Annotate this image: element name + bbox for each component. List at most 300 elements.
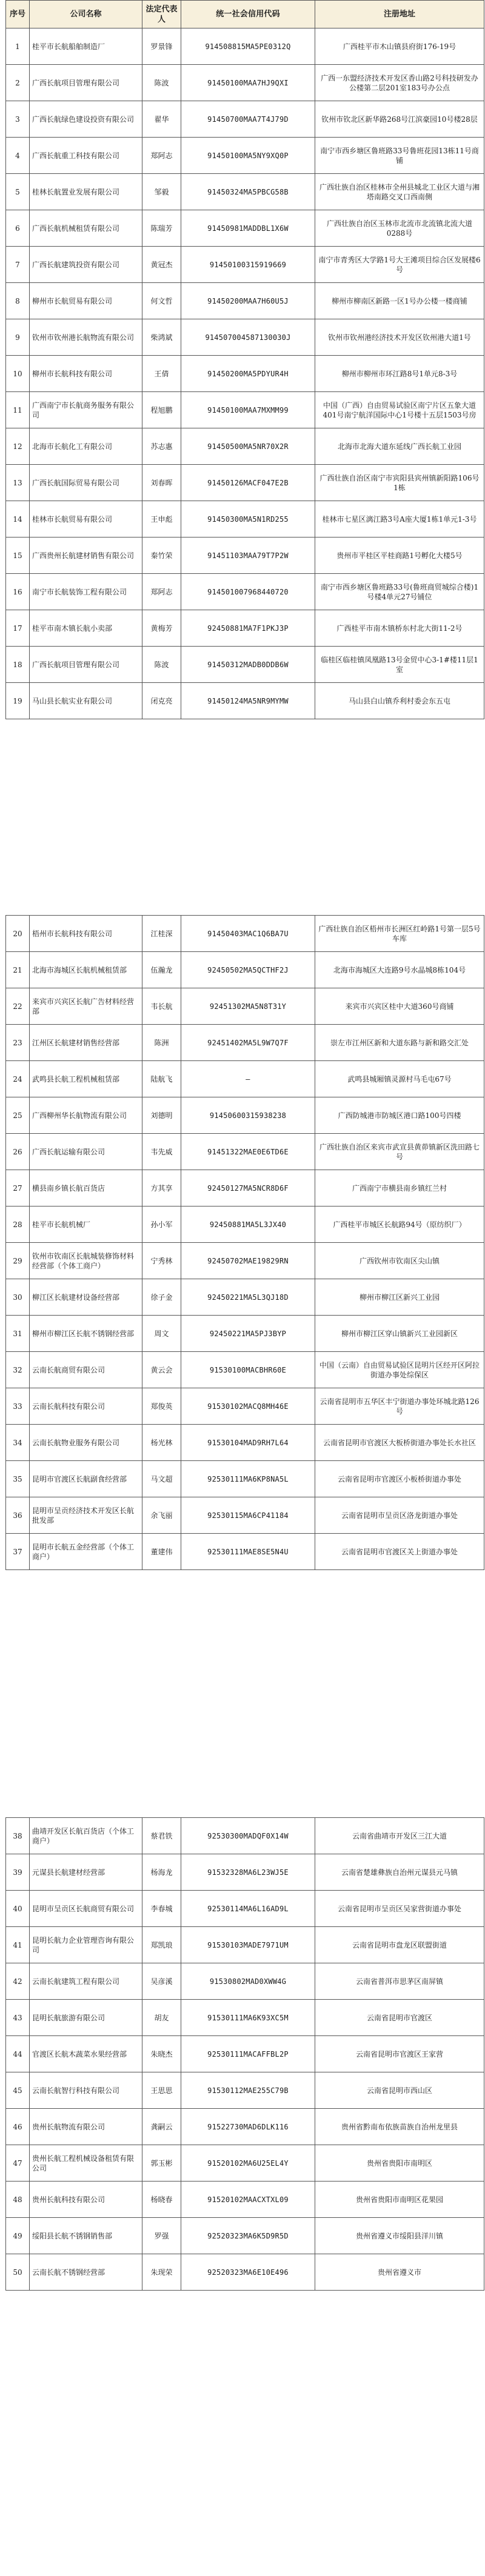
- cell-addr: 柳州市柳州市环江路8号1单元8-3号: [315, 356, 484, 392]
- header-addr: 注册地址: [315, 1, 484, 28]
- cell-addr: 中国（广西）自由贸易试验区南宁片区五象大道401号南宁航洋国际中心1号楼十五层1503号房: [315, 392, 484, 428]
- cell-rep: 伍瀚龙: [142, 952, 181, 988]
- cell-name: 绥阳县长航不锈钢销售部: [30, 2218, 142, 2254]
- cell-name: 广西柳州华长航物流有限公司: [30, 1097, 142, 1134]
- cell-addr: 崇左市江州区新和大道东路与新和路交汇处: [315, 1025, 484, 1061]
- cell-no: 21: [6, 952, 30, 988]
- table-row: [6, 2182, 484, 2218]
- table-row: [6, 138, 484, 174]
- cell-no: 40: [6, 1891, 30, 1927]
- cell-rep: 郑阿志: [142, 138, 181, 174]
- cell-rep: 杨海龙: [142, 1854, 181, 1891]
- cell-no: 12: [6, 428, 30, 465]
- cell-rep: 黄云会: [142, 1352, 181, 1388]
- cell-name: 柳州市长航科技有限公司: [30, 356, 142, 392]
- cell-rep: 刘春晖: [142, 465, 181, 501]
- cell-rep: 刘德明: [142, 1097, 181, 1134]
- cell-addr: 钦州市钦州港经济技术开发区钦州港大道1号: [315, 319, 484, 356]
- cell-name: 武鸣县长航工程机械租赁部: [30, 1061, 142, 1097]
- cell-no: 33: [6, 1388, 30, 1425]
- cell-code: 91450100315919669: [181, 247, 315, 283]
- cell-rep: 罗强: [142, 2218, 181, 2254]
- cell-addr: 云南省昆明市呈贡区洛龙街道办事处: [315, 1497, 484, 1534]
- cell-name: 横县南乡镇长航百货店: [30, 1170, 142, 1206]
- cell-name: 昆明市官渡区长航副食经营部: [30, 1461, 142, 1497]
- cell-no: 10: [6, 356, 30, 392]
- cell-code: 92450702MAE19829RN: [181, 1243, 315, 1279]
- table-row: [6, 101, 484, 138]
- cell-code: 91450300MA5N1RD255: [181, 501, 315, 537]
- cell-no: 35: [6, 1461, 30, 1497]
- cell-code: 914508815MA5PE0312Q: [181, 28, 315, 65]
- table-row: [6, 65, 484, 101]
- cell-name: 昆明长航旅游有限公司: [30, 2000, 142, 2036]
- cell-name: 广西长航重工科技有限公司: [30, 138, 142, 174]
- company-table-part-2: [5, 915, 484, 1570]
- cell-rep: 龚嗣云: [142, 2109, 181, 2145]
- cell-code: 914501007968440720: [181, 574, 315, 610]
- cell-addr: 云南省普洱市思茅区南屏镇: [315, 1963, 484, 2000]
- cell-code: 92530115MA6CP41184: [181, 1497, 315, 1534]
- cell-code: 91450324MA5PBCG58B: [181, 174, 315, 210]
- cell-name: 云南长航不锈钢经营部: [30, 2254, 142, 2291]
- cell-name: 钦州市钦南区长航城装修饰材料经营部（个体工商户）: [30, 1243, 142, 1279]
- cell-name: 柳州市长航贸易有限公司: [30, 283, 142, 319]
- cell-code: 92520323MA6E10E496: [181, 2254, 315, 2291]
- cell-addr: 广西壮族自治区桂林市全州县城北工业区大道与湘塔南路交叉口西南侧: [315, 174, 484, 210]
- cell-no: 16: [6, 574, 30, 610]
- table-row: [6, 2036, 484, 2072]
- cell-addr: 广西钦州市钦南区尖山镇: [315, 1243, 484, 1279]
- cell-code: 92451402MA5L9W7Q7F: [181, 1025, 315, 1061]
- cell-rep: 朱晓杰: [142, 2036, 181, 2072]
- cell-code: 91520102MA6U25EL4Y: [181, 2145, 315, 2182]
- table-row: [6, 647, 484, 683]
- cell-rep: 李春城: [142, 1891, 181, 1927]
- cell-addr: 贵州省遵义市绥阳县洋川镇: [315, 2218, 484, 2254]
- cell-code: 91530103MADE7971UM: [181, 1927, 315, 1963]
- cell-addr: 贵州省贵阳市南明区: [315, 2145, 484, 2182]
- table-row: [6, 247, 484, 283]
- cell-no: 18: [6, 647, 30, 683]
- cell-name: 北海市长航化工有限公司: [30, 428, 142, 465]
- cell-code: 92520323MA6K5D9R5D: [181, 2218, 315, 2254]
- cell-code: 91450126MACF047E2B: [181, 465, 315, 501]
- cell-name: 昆明长航力企业管理咨询有限公司: [30, 1927, 142, 1963]
- cell-addr: 桂林市七星区漓江路3号A座大厦1栋1单元1-3号: [315, 501, 484, 537]
- cell-rep: 王思思: [142, 2072, 181, 2109]
- cell-no: 28: [6, 1206, 30, 1243]
- cell-no: 3: [6, 101, 30, 138]
- cell-addr: 云南省昆明市官渡区王家营: [315, 2036, 484, 2072]
- cell-no: 31: [6, 1316, 30, 1352]
- table-row: [6, 1097, 484, 1134]
- cell-code: 92530300MADQF0X14W: [181, 1818, 315, 1854]
- header-rep: 法定代表人: [142, 1, 181, 28]
- table-row: [6, 1206, 484, 1243]
- cell-name: 昆明市呈贡经济技术开发区长航批发部: [30, 1497, 142, 1534]
- cell-name: 广西贵州长航建材销售有限公司: [30, 537, 142, 574]
- table-row: [6, 537, 484, 574]
- cell-code: 91450100MA5NY9XQ0P: [181, 138, 315, 174]
- cell-no: 44: [6, 2036, 30, 2072]
- table-row: [6, 2109, 484, 2145]
- cell-addr: 广西防城港市防城区港口路100号四楼: [315, 1097, 484, 1134]
- cell-no: 5: [6, 174, 30, 210]
- cell-code: 91530802MAD0XWW4G: [181, 1963, 315, 2000]
- cell-code: 91450100MAA7MXMM99: [181, 392, 315, 428]
- table-row: [6, 1963, 484, 2000]
- cell-no: 34: [6, 1425, 30, 1461]
- cell-addr: 南宁市青秀区大学路1号大王滩项目综合区发展楼6号: [315, 247, 484, 283]
- cell-name: 元谋县长航建材经营部: [30, 1854, 142, 1891]
- cell-addr: 云南省昆明市官渡区大板桥街道办事处长水社区: [315, 1425, 484, 1461]
- table-row: [6, 2000, 484, 2036]
- cell-no: 45: [6, 2072, 30, 2109]
- cell-code: 91451322MAE0E6TD6E: [181, 1134, 315, 1170]
- cell-code: 91450200MAA7H60U5J: [181, 283, 315, 319]
- cell-no: 22: [6, 988, 30, 1025]
- cell-name: 桂林市长航贸易有限公司: [30, 501, 142, 537]
- table-row: [6, 28, 484, 65]
- cell-addr: 广西桂平市南木镇桥东村北大街11-2号: [315, 610, 484, 647]
- cell-rep: 邹毅: [142, 174, 181, 210]
- cell-rep: 陈波: [142, 65, 181, 101]
- cell-rep: 翟华: [142, 101, 181, 138]
- cell-name: 广西长航项目管理有限公司: [30, 65, 142, 101]
- cell-addr: 中国（云南）自由贸易试验区昆明片区经开区阿拉街道办事处综保区: [315, 1352, 484, 1388]
- cell-no: 50: [6, 2254, 30, 2291]
- cell-code: 91450403MAC1Q6BA7U: [181, 916, 315, 952]
- cell-no: 24: [6, 1061, 30, 1097]
- cell-rep: 王倩: [142, 356, 181, 392]
- cell-addr: 柳州市柳江区穿山镇新兴工业园新区: [315, 1316, 484, 1352]
- cell-no: 36: [6, 1497, 30, 1534]
- cell-no: 29: [6, 1243, 30, 1279]
- cell-no: 2: [6, 65, 30, 101]
- cell-code: 91450500MA5NR70X2R: [181, 428, 315, 465]
- cell-rep: 董建伟: [142, 1534, 181, 1570]
- cell-rep: 蔡君铁: [142, 1818, 181, 1854]
- cell-name: 广西南宁市长航商务服务有限公司: [30, 392, 142, 428]
- cell-rep: 郭玉彬: [142, 2145, 181, 2182]
- cell-no: 49: [6, 2218, 30, 2254]
- cell-no: 20: [6, 916, 30, 952]
- cell-code: 91451103MAA79T7P2W: [181, 537, 315, 574]
- cell-no: 42: [6, 1963, 30, 2000]
- cell-rep: 杨晓春: [142, 2182, 181, 2218]
- cell-addr: 广西壮族自治区南宁市宾阳县宾州镇新阳路106号1栋: [315, 465, 484, 501]
- cell-addr: 南宁市西乡塘区鲁班路33号(鲁班商贸城综合楼)1号楼4单元27号铺位: [315, 574, 484, 610]
- table-row: [6, 319, 484, 356]
- table-row: [6, 1134, 484, 1170]
- table-row: [6, 1170, 484, 1206]
- cell-rep: 陈瑞芳: [142, 210, 181, 247]
- table-row: [6, 283, 484, 319]
- cell-code: 91530100MACBHR60E: [181, 1352, 315, 1388]
- cell-rep: 何文哲: [142, 283, 181, 319]
- cell-rep: 柴鸿斌: [142, 319, 181, 356]
- cell-addr: 云南省昆明市官渡区关上街道办事处: [315, 1534, 484, 1570]
- cell-rep: 余飞丽: [142, 1497, 181, 1534]
- cell-rep: 孙小军: [142, 1206, 181, 1243]
- cell-rep: 马文超: [142, 1461, 181, 1497]
- table-row: [6, 1316, 484, 1352]
- cell-code: 92530114MA6L16AD9L: [181, 1891, 315, 1927]
- cell-no: 38: [6, 1818, 30, 1854]
- cell-rep: 周文: [142, 1316, 181, 1352]
- cell-code: 92451302MA5N8T31Y: [181, 988, 315, 1025]
- cell-addr: 云南省曲靖市开发区三江大道: [315, 1818, 484, 1854]
- cell-code: 91450700MAA7T4J79D: [181, 101, 315, 138]
- cell-addr: 广西壮族自治区来宾市武宣县黄茆镇新区洗田路七号: [315, 1134, 484, 1170]
- table-row: [6, 2254, 484, 2291]
- cell-name: 广西长航建筑投资有限公司: [30, 247, 142, 283]
- cell-no: 14: [6, 501, 30, 537]
- cell-no: 27: [6, 1170, 30, 1206]
- cell-code: 91450124MA5NR9MYMW: [181, 683, 315, 719]
- cell-no: 47: [6, 2145, 30, 2182]
- cell-addr: 云南省昆明市呈贡区吴家营街道办事处: [315, 1891, 484, 1927]
- cell-code: 914507004587130030J: [181, 319, 315, 356]
- cell-addr: 广西壮族自治区梧州市长洲区红岭路1号第一层5号车库: [315, 916, 484, 952]
- cell-code: 91530104MAD9RH7L64: [181, 1425, 315, 1461]
- cell-addr: 临桂区临桂镇凤凰路13号金贸中心3-1#楼11层1室: [315, 647, 484, 683]
- cell-addr: 广西一东盟经济技术开发区香山路2号科技研发办公楼第二层201室183号办公点: [315, 65, 484, 101]
- cell-addr: 广西壮族自治区玉林市北流市北流镇北流大道0288号: [315, 210, 484, 247]
- cell-addr: 柳州市柳江区新兴工业园: [315, 1279, 484, 1316]
- cell-name: 贵州长航科技有限公司: [30, 2182, 142, 2218]
- cell-code: 91530111MA6K93XC5M: [181, 2000, 315, 2036]
- cell-code: 91450312MADB0DDB6W: [181, 647, 315, 683]
- cell-rep: 江桂深: [142, 916, 181, 952]
- table-row: [6, 988, 484, 1025]
- cell-code: 91530112MAE255C79B: [181, 2072, 315, 2109]
- cell-name: 昆明市呈贡区长航商贸有限公司: [30, 1891, 142, 1927]
- cell-code: —: [181, 1061, 315, 1097]
- cell-addr: 广西南宁市横县南乡镇红兰村: [315, 1170, 484, 1206]
- cell-no: 25: [6, 1097, 30, 1134]
- cell-rep: 陈洲: [142, 1025, 181, 1061]
- table-row: [6, 952, 484, 988]
- cell-no: 23: [6, 1025, 30, 1061]
- cell-rep: 陆航飞: [142, 1061, 181, 1097]
- cell-name: 桂平市长航船舶制造厂: [30, 28, 142, 65]
- cell-rep: 韦先威: [142, 1134, 181, 1170]
- cell-no: 7: [6, 247, 30, 283]
- table-row: [6, 501, 484, 537]
- table-row: [6, 392, 484, 428]
- cell-name: 柳州市柳江区长航不锈钢经营部: [30, 1316, 142, 1352]
- table-row: [6, 1461, 484, 1497]
- cell-no: 32: [6, 1352, 30, 1388]
- cell-name: 云南长航建筑工程有限公司: [30, 1963, 142, 2000]
- cell-no: 15: [6, 537, 30, 574]
- table-row: [6, 1891, 484, 1927]
- cell-rep: 郑凯琅: [142, 1927, 181, 1963]
- table-row: [6, 1854, 484, 1891]
- cell-addr: 云南省楚雄彝族自治州元谋县元马镇: [315, 1854, 484, 1891]
- cell-no: 46: [6, 2109, 30, 2145]
- cell-name: 柳江区长航建材设备经营部: [30, 1279, 142, 1316]
- cell-name: 桂林长航置业发展有限公司: [30, 174, 142, 210]
- cell-no: 9: [6, 319, 30, 356]
- table-header-row: [6, 1, 484, 28]
- cell-rep: 徐子金: [142, 1279, 181, 1316]
- table-row: [6, 210, 484, 247]
- cell-addr: 北海市海城区大连路9号水晶城8栋104号: [315, 952, 484, 988]
- cell-no: 1: [6, 28, 30, 65]
- cell-code: 91450600315938238: [181, 1097, 315, 1134]
- cell-no: 48: [6, 2182, 30, 2218]
- cell-rep: 郑俊英: [142, 1388, 181, 1425]
- cell-code: 91450100MAA7HJ9QXI: [181, 65, 315, 101]
- cell-name: 广西长航绿色建设投资有限公司: [30, 101, 142, 138]
- cell-no: 43: [6, 2000, 30, 2036]
- cell-name: 云南长航物业服务有限公司: [30, 1425, 142, 1461]
- header-code: 统一社会信用代码: [181, 1, 315, 28]
- cell-rep: 苏志惠: [142, 428, 181, 465]
- cell-addr: 云南省昆明市官渡区小板桥街道办事处: [315, 1461, 484, 1497]
- cell-no: 37: [6, 1534, 30, 1570]
- cell-rep: 秦竹荣: [142, 537, 181, 574]
- cell-rep: 韦长航: [142, 988, 181, 1025]
- cell-name: 梧州市长航科技有限公司: [30, 916, 142, 952]
- cell-no: 39: [6, 1854, 30, 1891]
- cell-name: 官渡区长航木蔬菜水果经营部: [30, 2036, 142, 2072]
- table-row: [6, 1534, 484, 1570]
- cell-name: 桂平市长航机械厂: [30, 1206, 142, 1243]
- table-row: [6, 1497, 484, 1534]
- cell-name: 南宁市长航装饰工程有限公司: [30, 574, 142, 610]
- cell-rep: 黄冠杰: [142, 247, 181, 283]
- cell-name: 昆明市长航五金经营部（个体工商户）: [30, 1534, 142, 1570]
- cell-name: 钦州市钦州港长航物流有限公司: [30, 319, 142, 356]
- cell-rep: 程旭鹏: [142, 392, 181, 428]
- cell-rep: 黄梅芳: [142, 610, 181, 647]
- cell-code: 91530102MACQ8MH46E: [181, 1388, 315, 1425]
- cell-name: 江州区长航建材销售经营部: [30, 1025, 142, 1061]
- cell-code: 92450127MA5NCR8D6F: [181, 1170, 315, 1206]
- cell-name: 曲靖开发区长航百货店（个体工商户）: [30, 1818, 142, 1854]
- cell-name: 云南长航智行科技有限公司: [30, 2072, 142, 2109]
- cell-rep: 陈波: [142, 647, 181, 683]
- cell-addr: 贵州省贵阳市南明区花果园: [315, 2182, 484, 2218]
- cell-code: 92530111MAE8SE5N4U: [181, 1534, 315, 1570]
- company-table-part-3: [5, 1817, 484, 2291]
- cell-name: 广西长航机械租赁有限公司: [30, 210, 142, 247]
- cell-rep: 宁秀林: [142, 1243, 181, 1279]
- cell-addr: 来宾市兴宾区桂中大道360号商铺: [315, 988, 484, 1025]
- cell-addr: 广西桂平市木山镇县府街176-19号: [315, 28, 484, 65]
- header-name: 公司名称: [30, 1, 142, 28]
- cell-name: 北海市海城区长航机械租赁部: [30, 952, 142, 988]
- table-row: [6, 683, 484, 719]
- cell-code: 91450200MA5PDYUR4H: [181, 356, 315, 392]
- cell-addr: 贵州市平桂区平桂商路1号孵化大楼5号: [315, 537, 484, 574]
- cell-no: 11: [6, 392, 30, 428]
- cell-code: 91520102MAACXTXL09: [181, 2182, 315, 2218]
- cell-name: 贵州长航工程机械设备租赁有限公司: [30, 2145, 142, 2182]
- cell-code: 91450981MADDBL1X6W: [181, 210, 315, 247]
- company-table-part-1: [5, 0, 484, 719]
- cell-no: 4: [6, 138, 30, 174]
- table-row: [6, 174, 484, 210]
- table-row: [6, 1927, 484, 1963]
- cell-no: 19: [6, 683, 30, 719]
- cell-rep: 郑阿志: [142, 574, 181, 610]
- header-no: 序号: [6, 1, 30, 28]
- cell-name: 云南长航科技有限公司: [30, 1388, 142, 1425]
- table-row: [6, 465, 484, 501]
- cell-code: 92450502MA5QCTHF2J: [181, 952, 315, 988]
- table-row: [6, 1818, 484, 1854]
- table-row: [6, 1025, 484, 1061]
- cell-name: 来宾市兴宾区长航广告材料经营部: [30, 988, 142, 1025]
- cell-code: 92450881MA7F1PKJ3P: [181, 610, 315, 647]
- cell-addr: 云南省昆明市盘龙区联盟街道: [315, 1927, 484, 1963]
- cell-addr: 云南省昆明市官渡区: [315, 2000, 484, 2036]
- cell-code: 92450881MA5L3JX40: [181, 1206, 315, 1243]
- cell-rep: 吴彦溪: [142, 1963, 181, 2000]
- cell-rep: 罗景锋: [142, 28, 181, 65]
- table-row: [6, 1279, 484, 1316]
- cell-addr: 云南省昆明市五华区丰宁街道办事处环城北路126号: [315, 1388, 484, 1425]
- cell-addr: 贵州省黔南布依族苗族自治州龙里县: [315, 2109, 484, 2145]
- cell-addr: 贵州省遵义市: [315, 2254, 484, 2291]
- cell-addr: 南宁市西乡塘区鲁班路33号鲁班花园13栋11号商铺: [315, 138, 484, 174]
- table-row: [6, 1243, 484, 1279]
- cell-code: 91522730MAD6DLK116: [181, 2109, 315, 2145]
- cell-addr: 武鸣县城厢镇灵源村马毛屯67号: [315, 1061, 484, 1097]
- cell-addr: 钦州市钦北区新华路268号江滨豪园10号楼28层: [315, 101, 484, 138]
- cell-no: 41: [6, 1927, 30, 1963]
- cell-name: 广西长航国际贸易有限公司: [30, 465, 142, 501]
- table-row: [6, 2218, 484, 2254]
- cell-rep: 方其享: [142, 1170, 181, 1206]
- cell-name: 广西长航项目管理有限公司: [30, 647, 142, 683]
- cell-name: 马山县长航实业有限公司: [30, 683, 142, 719]
- table-row: [6, 1425, 484, 1461]
- cell-no: 17: [6, 610, 30, 647]
- table-row: [6, 610, 484, 647]
- cell-addr: 北海市北海大道东延线广西长航工业园: [315, 428, 484, 465]
- cell-code: 92450221MA5PJ3BYP: [181, 1316, 315, 1352]
- table-row: [6, 356, 484, 392]
- cell-code: 92450221MA5L3QJ18D: [181, 1279, 315, 1316]
- cell-name: 云南长航商贸有限公司: [30, 1352, 142, 1388]
- cell-rep: 王申彪: [142, 501, 181, 537]
- cell-addr: 云南省昆明市西山区: [315, 2072, 484, 2109]
- table-row: [6, 574, 484, 610]
- table-row: [6, 428, 484, 465]
- cell-addr: 马山县白山镇乔利村委会东五屯: [315, 683, 484, 719]
- cell-code: 91532328MA6L23WJ5E: [181, 1854, 315, 1891]
- cell-no: 8: [6, 283, 30, 319]
- cell-rep: 闭克亮: [142, 683, 181, 719]
- cell-no: 13: [6, 465, 30, 501]
- cell-addr: 柳州市柳南区新路一区1号办公楼一楼商铺: [315, 283, 484, 319]
- cell-code: 92530111MACAFFBL2P: [181, 2036, 315, 2072]
- cell-name: 贵州长航物流有限公司: [30, 2109, 142, 2145]
- cell-rep: 朱现荣: [142, 2254, 181, 2291]
- table-row: [6, 1352, 484, 1388]
- cell-no: 6: [6, 210, 30, 247]
- table-row: [6, 2145, 484, 2182]
- cell-name: 桂平市南木镇长航小卖部: [30, 610, 142, 647]
- cell-name: 广西长航运输有限公司: [30, 1134, 142, 1170]
- table-row: [6, 2072, 484, 2109]
